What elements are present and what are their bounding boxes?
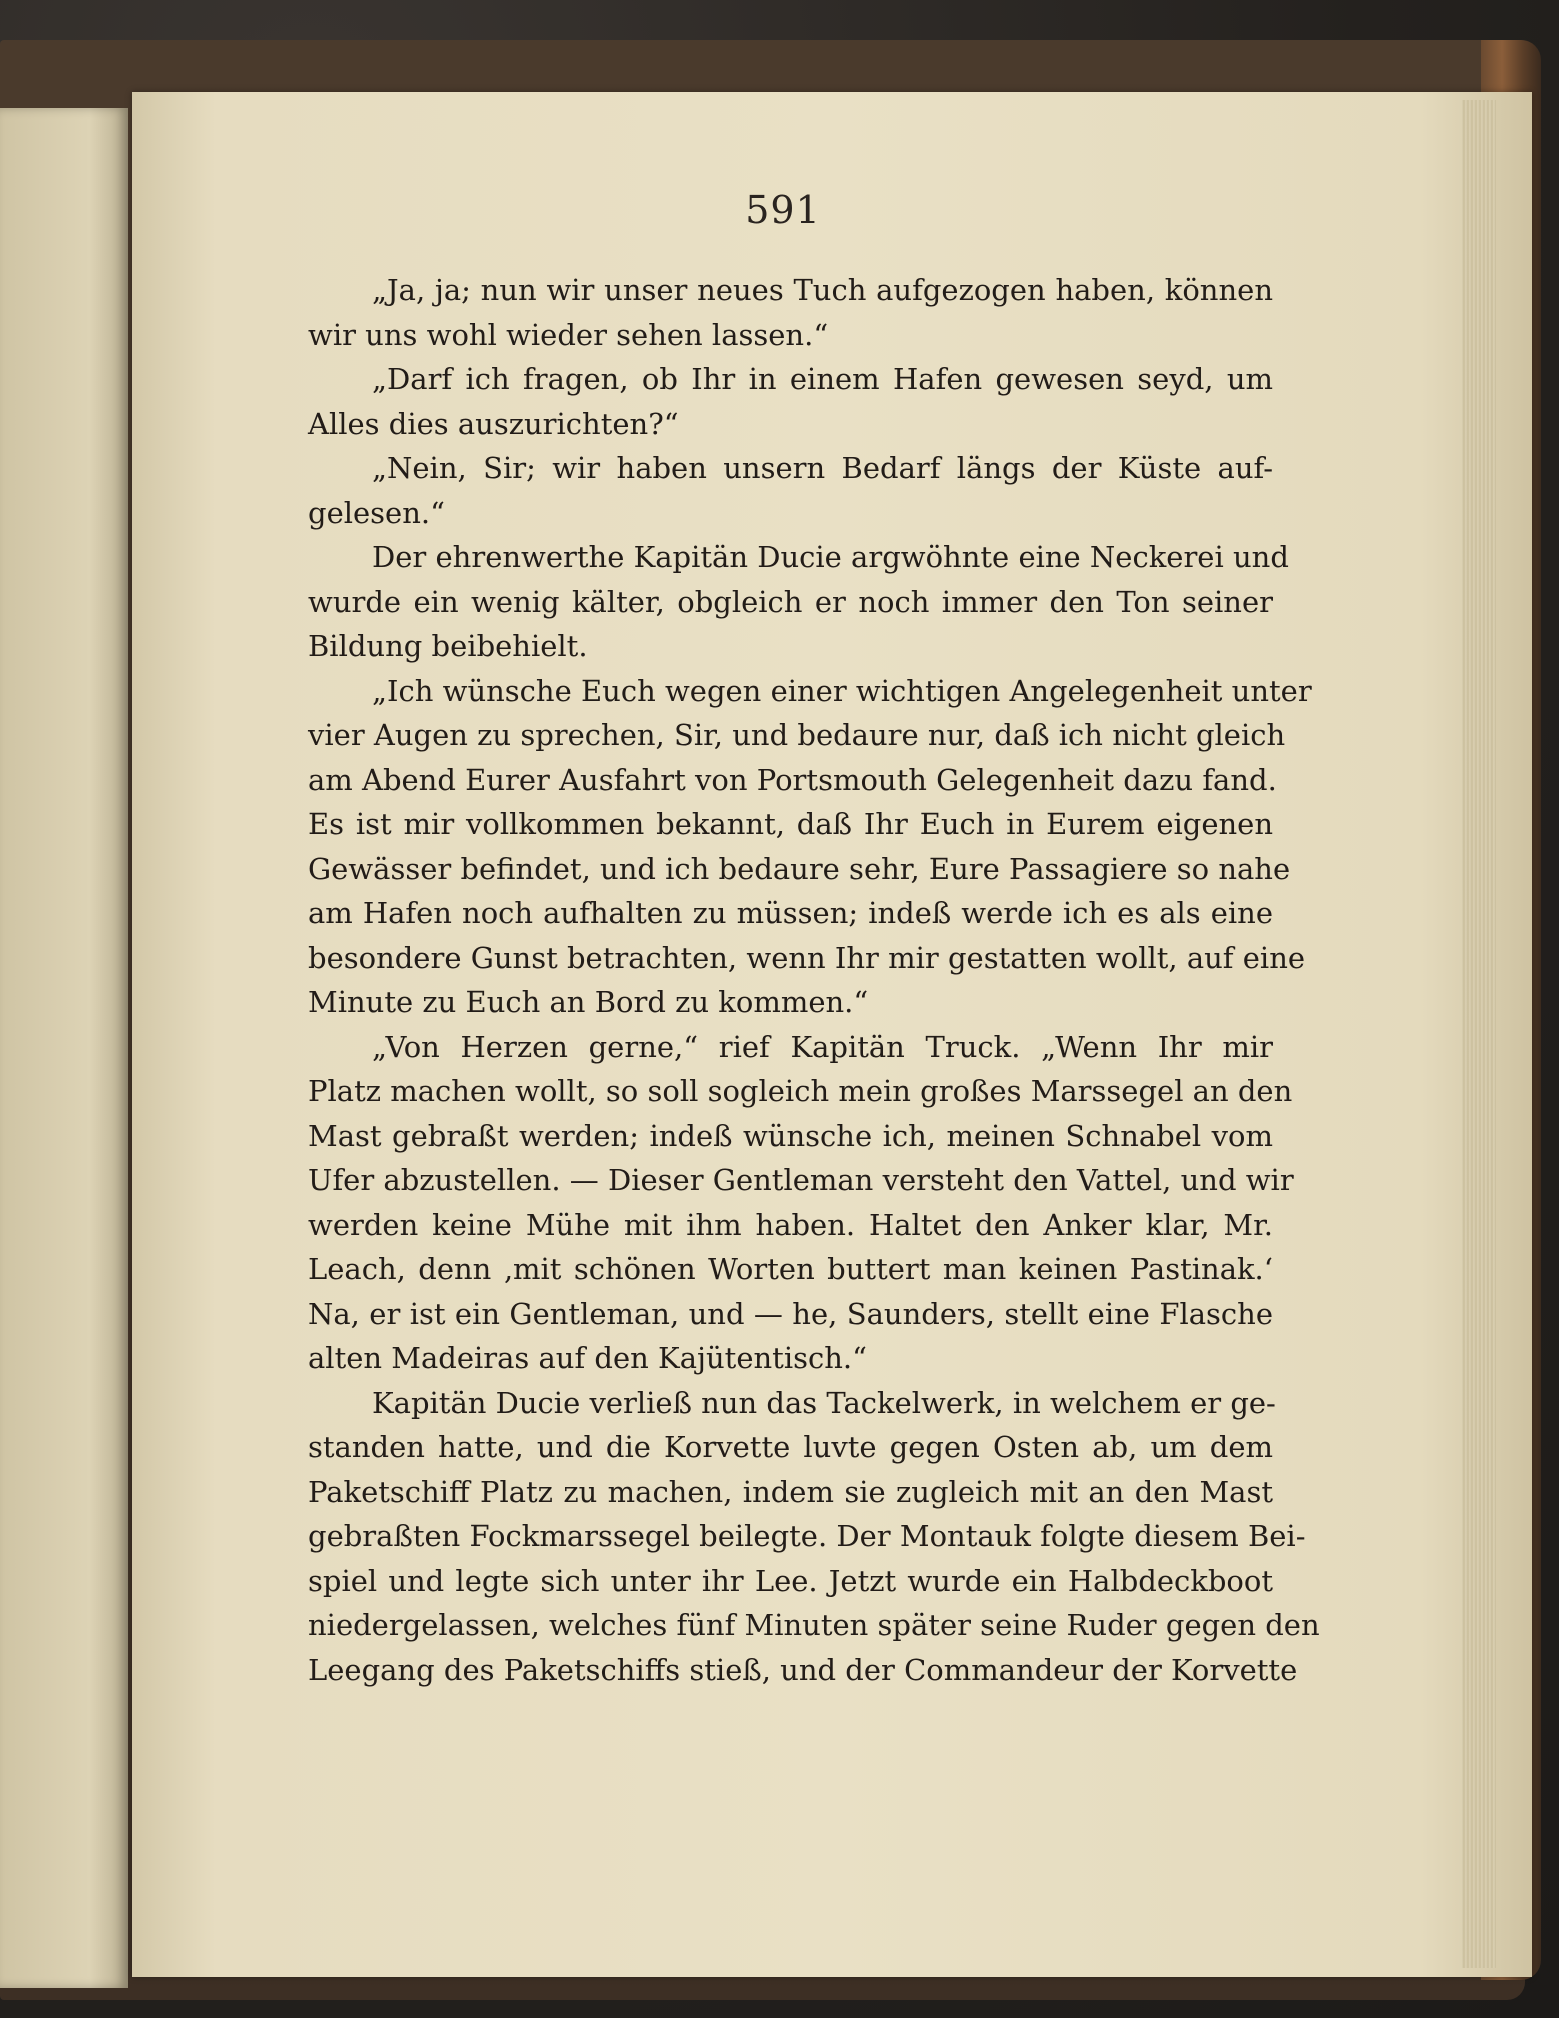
text-line: „Ich wünsche Euch wegen einer wichtigen Angelegenheit unter — [372, 673, 1312, 708]
text-line: gelesen.“ — [308, 495, 445, 530]
text-line: Es ist mir vollkommen bekannt, daß Ihr Euch in Eurem eigenen — [308, 807, 1273, 841]
text-line: niedergelassen, welches fünf Minuten später seine Ruder gegen den — [308, 1608, 1320, 1642]
text-line: Minute zu Euch an Bord zu kommen.“ — [308, 985, 869, 1019]
text-line: am Hafen noch aufhalten zu müssen; indeß werde ich es als eine — [308, 896, 1273, 930]
text-line: wir uns wohl wieder sehen lassen.“ — [308, 317, 829, 352]
text-line: „Darf ich fragen, ob Ihr in einem Hafen gewesen seyd, um — [372, 362, 1273, 396]
text-line: am Abend Eurer Ausfahrt von Portsmouth Gelegenheit dazu fand. — [308, 762, 1277, 797]
body-text — [308, 268, 1320, 1692]
text-line: werden keine Mühe mit ihm haben. Haltet den Anker klar, Mr. — [308, 1207, 1273, 1242]
text-line: „Nein, Sir; wir haben unsern Bedarf längs der Küste auf- — [372, 451, 1273, 485]
page-block-edge — [1462, 100, 1496, 1968]
text-line: Mast gebraßt werden; indeß wünsche ich, meinen Schnabel vom — [308, 1118, 1273, 1153]
page-number: 591 — [745, 188, 821, 232]
left-page-fragment — [0, 108, 128, 1988]
text-line: „Ja, ja; nun wir unser neues Tuch aufgezogen haben, können — [372, 273, 1273, 307]
text-line: gebraßten Fockmarssegel beilegte. Der Montauk folgte diesem Bei- — [308, 1519, 1306, 1553]
text-line: „Von Herzen gerne,“ rief Kapitän Truck. „Wenn Ihr mir — [372, 1029, 1273, 1064]
text-line: alten Madeiras auf den Kajütentisch.“ — [308, 1341, 867, 1375]
text-line: wurde ein wenig kälter, obgleich er noch immer den Ton seiner — [308, 584, 1273, 619]
text-line: Kapitän Ducie verließ nun das Tackelwerk, in welchem er ge- — [372, 1385, 1276, 1420]
text-line: standen hatte, und die Korvette luvte gegen Osten ab, um dem — [308, 1430, 1273, 1464]
text-line: vier Augen zu sprechen, Sir, und bedaure nur, daß ich nicht gleich — [308, 718, 1286, 752]
text-line: Platz machen wollt, so soll sogleich mein großes Marssegel an den — [308, 1074, 1293, 1108]
text-line: Leach, denn ‚mit schönen Worten buttert man keinen Pastinak.‘ — [308, 1252, 1273, 1286]
text-line: Alles dies auszurichten?“ — [308, 406, 679, 441]
text-line: Gewässer befindet, und ich bedaure sehr, Eure Passagiere so nahe — [308, 851, 1291, 886]
text-line: Ufer abzustellen. — Dieser Gentleman versteht den Vattel, und wir — [308, 1163, 1294, 1197]
text-line: Leegang des Paketschiffs stieß, und der Commandeur der Korvette — [308, 1652, 1298, 1687]
text-line: spiel und legte sich unter ihr Lee. Jetzt wurde ein Halbdeckboot — [308, 1563, 1273, 1598]
text-line: besondere Gunst betrachten, wenn Ihr mir gestatten wollt, auf eine — [308, 940, 1306, 975]
text-line: Paketschiff Platz zu machen, indem sie zugleich mit an den Mast — [308, 1474, 1273, 1509]
text-line: Na, er ist ein Gentleman, und — he, Saunders, stellt eine Flasche — [308, 1296, 1273, 1331]
text-line: Der ehrenwerthe Kapitän Ducie argwöhnte eine Neckerei und — [372, 540, 1289, 574]
text-line: Bildung beibehielt. — [308, 629, 588, 663]
